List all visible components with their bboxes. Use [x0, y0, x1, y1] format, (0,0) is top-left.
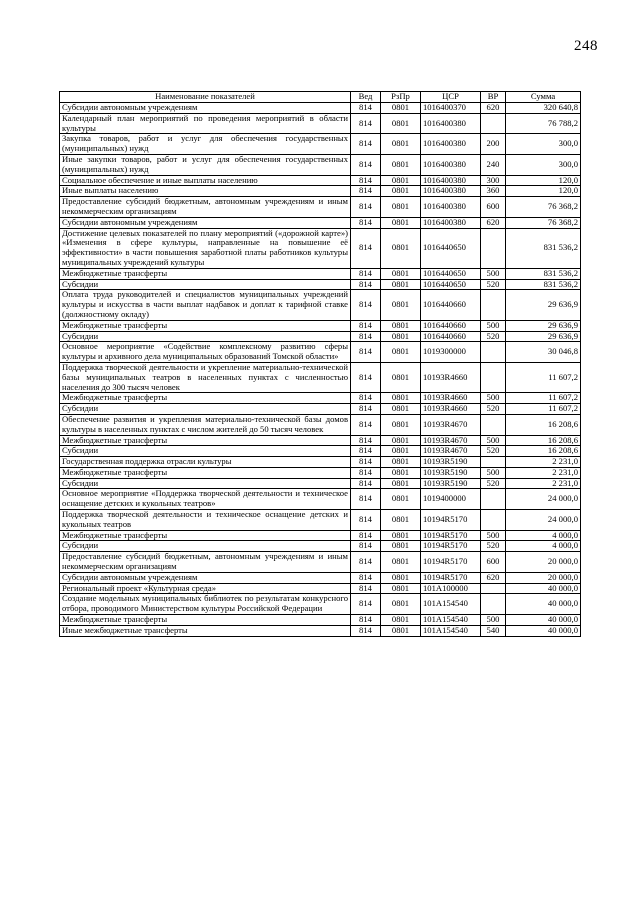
row-ved: 814 — [351, 457, 381, 468]
row-rzpr: 0801 — [381, 489, 421, 510]
row-sum: 24 000,0 — [506, 510, 581, 531]
header-rzpr: РзПр — [381, 92, 421, 103]
row-ved: 814 — [351, 478, 381, 489]
row-sum: 11 607,2 — [506, 393, 581, 404]
row-vr: 520 — [481, 404, 506, 415]
row-vr: 300 — [481, 175, 506, 186]
row-csr: 1016440660 — [421, 320, 481, 331]
row-ved: 814 — [351, 625, 381, 636]
table-header-row — [60, 92, 581, 103]
header-csr: ЦСР — [421, 92, 481, 103]
row-name: Межбюджетные трансферты — [60, 268, 351, 279]
row-name: Субсидии — [60, 478, 351, 489]
row-csr: 10193R4670 — [421, 446, 481, 457]
row-vr: 360 — [481, 186, 506, 197]
row-vr: 520 — [481, 331, 506, 342]
row-vr — [481, 414, 506, 435]
row-name: Календарный план мероприятий по проведения мероприятий в области культуры — [60, 113, 351, 134]
row-rzpr: 0801 — [381, 594, 421, 615]
row-vr: 520 — [481, 541, 506, 552]
row-csr: 1016440650 — [421, 279, 481, 290]
row-ved: 814 — [351, 342, 381, 363]
row-sum: 29 636,9 — [506, 320, 581, 331]
row-csr: 10193R4660 — [421, 393, 481, 404]
row-name: Закупка товаров, работ и услуг для обеспечения государственных (муниципальных) нужд — [60, 134, 351, 155]
row-name: Субсидии автономным учреждениям — [60, 103, 351, 114]
row-csr: 1016440650 — [421, 268, 481, 279]
row-vr: 500 — [481, 268, 506, 279]
row-vr — [481, 228, 506, 268]
table-row — [60, 478, 581, 489]
row-vr — [481, 290, 506, 320]
row-name: Субсидии — [60, 279, 351, 290]
table-row — [60, 404, 581, 415]
row-ved: 814 — [351, 217, 381, 228]
row-name: Оплата труда руководителей и специалистов муниципальных учреждений культуры и искусства в части выплат надбавок и доплат к тарифной ставке (должностному окладу) — [60, 290, 351, 320]
row-rzpr: 0801 — [381, 113, 421, 134]
row-name: Государственная поддержка отрасли культуры — [60, 457, 351, 468]
table-row — [60, 572, 581, 583]
row-rzpr: 0801 — [381, 331, 421, 342]
row-name: Субсидии — [60, 331, 351, 342]
table-row — [60, 175, 581, 186]
row-sum: 20 000,0 — [506, 572, 581, 583]
row-vr: 500 — [481, 615, 506, 626]
row-sum: 831 536,2 — [506, 279, 581, 290]
row-ved: 814 — [351, 615, 381, 626]
row-vr — [481, 583, 506, 594]
table-row — [60, 103, 581, 114]
row-name: Создание модельных муниципальных библиотек по результатам конкурсного отбора, проводимого Министерством культуры Российской Федерации — [60, 594, 351, 615]
row-name: Поддержка творческой деятельности и техническое оснащение детских и кукольных театров — [60, 510, 351, 531]
table-row — [60, 552, 581, 573]
row-name: Обеспечение развития и укрепления материально-технической базы домов культуры в населенных пунктах с числом жителей до 50 тысяч человек — [60, 414, 351, 435]
row-vr: 240 — [481, 154, 506, 175]
row-name: Иные межбюджетные трансферты — [60, 625, 351, 636]
row-rzpr: 0801 — [381, 572, 421, 583]
row-name: Субсидии — [60, 404, 351, 415]
table-row — [60, 186, 581, 197]
row-sum: 76 368,2 — [506, 217, 581, 228]
row-sum: 76 788,2 — [506, 113, 581, 134]
row-csr: 1016400380 — [421, 134, 481, 155]
row-ved: 814 — [351, 510, 381, 531]
row-vr: 620 — [481, 217, 506, 228]
row-sum: 16 208,6 — [506, 435, 581, 446]
row-csr: 10193R5190 — [421, 478, 481, 489]
row-rzpr: 0801 — [381, 186, 421, 197]
row-vr: 520 — [481, 446, 506, 457]
row-csr: 1016400380 — [421, 197, 481, 218]
row-rzpr: 0801 — [381, 342, 421, 363]
table-row — [60, 594, 581, 615]
row-name: Межбюджетные трансферты — [60, 435, 351, 446]
row-sum: 29 636,9 — [506, 331, 581, 342]
header-sum: Сумма — [506, 92, 581, 103]
row-ved: 814 — [351, 154, 381, 175]
row-rzpr: 0801 — [381, 467, 421, 478]
row-rzpr: 0801 — [381, 435, 421, 446]
row-ved: 814 — [351, 186, 381, 197]
row-csr: 10193R5190 — [421, 467, 481, 478]
row-vr — [481, 489, 506, 510]
header-ved: Вед — [351, 92, 381, 103]
row-ved: 814 — [351, 197, 381, 218]
row-rzpr: 0801 — [381, 103, 421, 114]
row-csr: 1016440650 — [421, 228, 481, 268]
row-csr: 10193R5190 — [421, 457, 481, 468]
row-vr: 620 — [481, 572, 506, 583]
row-name: Субсидии автономным учреждениям — [60, 572, 351, 583]
row-ved: 814 — [351, 467, 381, 478]
row-csr: 10193R4670 — [421, 414, 481, 435]
row-name: Поддержка творческой деятельности и укрепление материально-технической базы муниципальных театров в населенных пунктах с численностью населения до 300 тысяч человек — [60, 362, 351, 392]
row-rzpr: 0801 — [381, 478, 421, 489]
row-rzpr: 0801 — [381, 362, 421, 392]
table-row — [60, 393, 581, 404]
row-csr: 1016400380 — [421, 186, 481, 197]
row-sum: 4 000,0 — [506, 541, 581, 552]
row-csr: 1016400370 — [421, 103, 481, 114]
row-csr: 1016440660 — [421, 331, 481, 342]
row-rzpr: 0801 — [381, 530, 421, 541]
row-csr: 1016400380 — [421, 154, 481, 175]
row-vr: 500 — [481, 530, 506, 541]
row-ved: 814 — [351, 446, 381, 457]
row-ved: 814 — [351, 279, 381, 290]
row-ved: 814 — [351, 268, 381, 279]
row-ved: 814 — [351, 103, 381, 114]
row-sum: 40 000,0 — [506, 615, 581, 626]
row-rzpr: 0801 — [381, 217, 421, 228]
row-rzpr: 0801 — [381, 457, 421, 468]
row-ved: 814 — [351, 393, 381, 404]
table-row — [60, 217, 581, 228]
table-row — [60, 279, 581, 290]
table-row — [60, 342, 581, 363]
row-rzpr: 0801 — [381, 154, 421, 175]
row-vr: 620 — [481, 103, 506, 114]
row-ved: 814 — [351, 414, 381, 435]
row-sum: 40 000,0 — [506, 594, 581, 615]
table-row — [60, 228, 581, 268]
row-sum: 76 368,2 — [506, 197, 581, 218]
table-row — [60, 197, 581, 218]
row-sum: 11 607,2 — [506, 404, 581, 415]
table-row — [60, 320, 581, 331]
row-rzpr: 0801 — [381, 393, 421, 404]
row-vr: 500 — [481, 320, 506, 331]
row-ved: 814 — [351, 541, 381, 552]
row-name: Межбюджетные трансферты — [60, 467, 351, 478]
row-ved: 814 — [351, 530, 381, 541]
row-vr — [481, 342, 506, 363]
table-row — [60, 541, 581, 552]
header-name: Наименование показателей — [60, 92, 351, 103]
row-csr: 10193R4660 — [421, 362, 481, 392]
row-name: Достижение целевых показателей по плану мероприятий («дорожной карте») «Изменения в сфере культуры, направленные на повышение её эффективности» в части повышения заработной платы работников культуры муниципальных учреждений культуры — [60, 228, 351, 268]
row-rzpr: 0801 — [381, 446, 421, 457]
row-vr — [481, 457, 506, 468]
row-ved: 814 — [351, 572, 381, 583]
row-sum: 120,0 — [506, 186, 581, 197]
row-vr — [481, 362, 506, 392]
row-sum: 16 208,6 — [506, 446, 581, 457]
row-rzpr: 0801 — [381, 175, 421, 186]
row-sum: 120,0 — [506, 175, 581, 186]
row-name: Иные выплаты населению — [60, 186, 351, 197]
row-vr — [481, 113, 506, 134]
table-row — [60, 134, 581, 155]
page-number: 248 — [574, 38, 598, 54]
table-row — [60, 268, 581, 279]
table-row — [60, 446, 581, 457]
table-row — [60, 615, 581, 626]
row-sum: 831 536,2 — [506, 268, 581, 279]
row-rzpr: 0801 — [381, 615, 421, 626]
row-ved: 814 — [351, 175, 381, 186]
row-sum: 40 000,0 — [506, 583, 581, 594]
row-name: Основное мероприятие «Содействие комплексному развитию сферы культуры и архивного дела муниципальных образований Томской области» — [60, 342, 351, 363]
table-row — [60, 154, 581, 175]
row-vr: 600 — [481, 197, 506, 218]
table-row — [60, 467, 581, 478]
row-name: Социальное обеспечение и иные выплаты населению — [60, 175, 351, 186]
table-row — [60, 113, 581, 134]
row-ved: 814 — [351, 583, 381, 594]
row-ved: 814 — [351, 404, 381, 415]
row-ved: 814 — [351, 435, 381, 446]
row-ved: 814 — [351, 489, 381, 510]
row-rzpr: 0801 — [381, 268, 421, 279]
table-row — [60, 362, 581, 392]
row-rzpr: 0801 — [381, 552, 421, 573]
row-ved: 814 — [351, 290, 381, 320]
row-name: Региональный проект «Культурная среда» — [60, 583, 351, 594]
row-name: Предоставление субсидий бюджетным, автономным учреждениям и иным некоммерческим организациям — [60, 197, 351, 218]
row-vr: 500 — [481, 435, 506, 446]
row-csr: 101A154540 — [421, 594, 481, 615]
row-ved: 814 — [351, 113, 381, 134]
row-vr: 200 — [481, 134, 506, 155]
row-rzpr: 0801 — [381, 583, 421, 594]
row-csr: 101A154540 — [421, 615, 481, 626]
row-sum: 29 636,9 — [506, 290, 581, 320]
row-ved: 814 — [351, 228, 381, 268]
table-row — [60, 510, 581, 531]
row-rzpr: 0801 — [381, 510, 421, 531]
row-sum: 24 000,0 — [506, 489, 581, 510]
row-vr: 500 — [481, 467, 506, 478]
row-vr — [481, 594, 506, 615]
row-rzpr: 0801 — [381, 320, 421, 331]
row-rzpr: 0801 — [381, 228, 421, 268]
row-sum: 11 607,2 — [506, 362, 581, 392]
row-ved: 814 — [351, 362, 381, 392]
row-csr: 101A100000 — [421, 583, 481, 594]
row-csr: 101A154540 — [421, 625, 481, 636]
row-sum: 40 000,0 — [506, 625, 581, 636]
row-vr: 500 — [481, 393, 506, 404]
row-csr: 10194R5170 — [421, 572, 481, 583]
row-csr: 1016400380 — [421, 175, 481, 186]
row-rzpr: 0801 — [381, 197, 421, 218]
row-ved: 814 — [351, 320, 381, 331]
row-csr: 10193R4670 — [421, 435, 481, 446]
row-vr: 520 — [481, 279, 506, 290]
row-rzpr: 0801 — [381, 541, 421, 552]
row-sum: 320 640,8 — [506, 103, 581, 114]
row-name: Субсидии — [60, 446, 351, 457]
table-row — [60, 489, 581, 510]
row-name: Субсидии автономным учреждениям — [60, 217, 351, 228]
table-row — [60, 625, 581, 636]
header-vr: ВР — [481, 92, 506, 103]
row-sum: 300,0 — [506, 154, 581, 175]
row-ved: 814 — [351, 552, 381, 573]
row-vr — [481, 510, 506, 531]
row-sum: 30 046,8 — [506, 342, 581, 363]
row-rzpr: 0801 — [381, 134, 421, 155]
table-row — [60, 530, 581, 541]
row-sum: 2 231,0 — [506, 457, 581, 468]
row-csr: 10194R5170 — [421, 510, 481, 531]
row-name: Субсидии — [60, 541, 351, 552]
row-csr: 10194R5170 — [421, 541, 481, 552]
row-name: Межбюджетные трансферты — [60, 393, 351, 404]
table-row — [60, 583, 581, 594]
row-vr: 540 — [481, 625, 506, 636]
table-row — [60, 435, 581, 446]
row-name: Иные закупки товаров, работ и услуг для обеспечения государственных (муниципальных) нужд — [60, 154, 351, 175]
row-rzpr: 0801 — [381, 414, 421, 435]
row-csr: 1016400380 — [421, 113, 481, 134]
row-rzpr: 0801 — [381, 625, 421, 636]
row-csr: 1016400380 — [421, 217, 481, 228]
row-rzpr: 0801 — [381, 290, 421, 320]
row-sum: 300,0 — [506, 134, 581, 155]
table-row — [60, 414, 581, 435]
row-sum: 2 231,0 — [506, 478, 581, 489]
budget-table — [59, 91, 581, 637]
row-rzpr: 0801 — [381, 279, 421, 290]
row-sum: 2 231,0 — [506, 467, 581, 478]
row-csr: 10193R4660 — [421, 404, 481, 415]
row-name: Межбюджетные трансферты — [60, 530, 351, 541]
row-vr: 520 — [481, 478, 506, 489]
row-name: Основное мероприятие «Поддержка творческой деятельности и техническое оснащение детских и кукольных театров» — [60, 489, 351, 510]
row-name: Межбюджетные трансферты — [60, 615, 351, 626]
row-csr: 10194R5170 — [421, 530, 481, 541]
row-sum: 831 536,2 — [506, 228, 581, 268]
row-csr: 10194R5170 — [421, 552, 481, 573]
row-name: Предоставление субсидий бюджетным, автономным учреждениям и иным некоммерческим организациям — [60, 552, 351, 573]
row-ved: 814 — [351, 594, 381, 615]
row-sum: 16 208,6 — [506, 414, 581, 435]
row-rzpr: 0801 — [381, 404, 421, 415]
row-ved: 814 — [351, 134, 381, 155]
table-row — [60, 331, 581, 342]
row-vr: 600 — [481, 552, 506, 573]
row-csr: 1016440660 — [421, 290, 481, 320]
row-name: Межбюджетные трансферты — [60, 320, 351, 331]
row-sum: 20 000,0 — [506, 552, 581, 573]
table-row — [60, 290, 581, 320]
row-sum: 4 000,0 — [506, 530, 581, 541]
row-ved: 814 — [351, 331, 381, 342]
row-csr: 1019400000 — [421, 489, 481, 510]
row-csr: 1019300000 — [421, 342, 481, 363]
table-row — [60, 457, 581, 468]
